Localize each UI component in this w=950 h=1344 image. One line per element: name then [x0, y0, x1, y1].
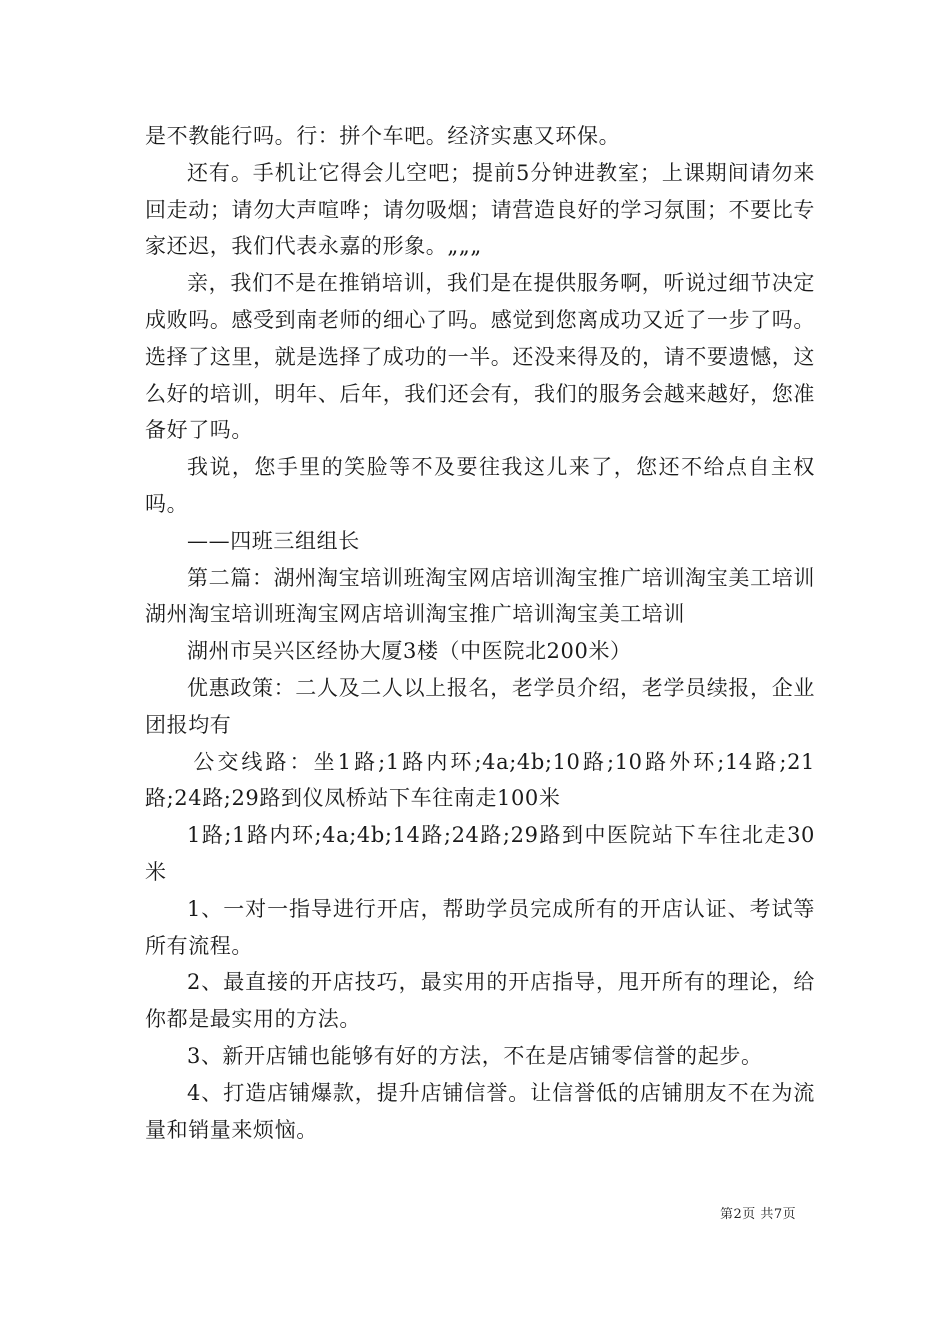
list-item-4: 4、打造店铺爆款，提升店铺信誉。让信誉低的店铺朋友不在为流量和销量来烦恼。	[145, 1080, 815, 1142]
paragraph-3: 亲，我们不是在推销培训，我们是在提供服务啊，听说过细节决定成败吗。感受到南老师的细心了吗。感觉到您离成功又近了一步了吗。选择了这里，就是选择了成功的一半。还没来得及的，请不要遗憾，这么好的培训，明年、后年，我们还会有，我们的服务会越来越好，您准备好了吗。	[145, 271, 815, 443]
paragraph-4: 我说，您手里的笑脸等不及要往我这儿来了，您还不给点自主权吗。	[145, 455, 815, 516]
bus-route-2: 1路;1路内环;4a;4b;14路;24路;29路到中医院站下车往北走30米	[145, 823, 815, 884]
address-line: 湖州市吴兴区经协大厦3楼（中医院北200米）	[187, 639, 632, 664]
bus-route-1: 公交线路：坐1路;1路内环;4a;4b;10路;10路外环;14路;21路;24路;29路到仪凤桥站下车往南走100米	[145, 749, 815, 811]
paragraph-2: 还有。手机让它得会儿空吧；提前5分钟进教室；上课期间请勿来回走动；请勿大声喧哗；请勿吸烟；请营造良好的学习氛围；不要比专家还迟，我们代表永嘉的形象。„„„	[145, 160, 815, 259]
page-number: 第2页 共7页	[720, 1207, 797, 1222]
list-item-3: 3、新开店铺也能够有好的方法，不在是店铺零信誉的起步。	[187, 1043, 763, 1068]
list-item-1: 1、一对一指导进行开店，帮助学员完成所有的开店认证、考试等所有流程。	[145, 896, 815, 958]
list-item-2: 2、最直接的开店技巧，最实用的开店指导，甩开所有的理论，给你都是最实用的方法。	[145, 970, 815, 1032]
paragraph-1: 是不教能行吗。行：拼个车吧。经济实惠又环保。	[145, 124, 621, 148]
section-heading: 第二篇：湖州淘宝培训班淘宝网店培训淘宝推广培训淘宝美工培训湖州淘宝培训班淘宝网店培训淘宝推广培训淘宝美工培训	[145, 565, 815, 627]
signature-line: ——四班三组组长	[187, 528, 360, 553]
discount-policy: 优惠政策：二人及二人以上报名，老学员介绍，老学员续报，企业团报均有	[145, 675, 815, 737]
document-body	[145, 118, 815, 1148]
